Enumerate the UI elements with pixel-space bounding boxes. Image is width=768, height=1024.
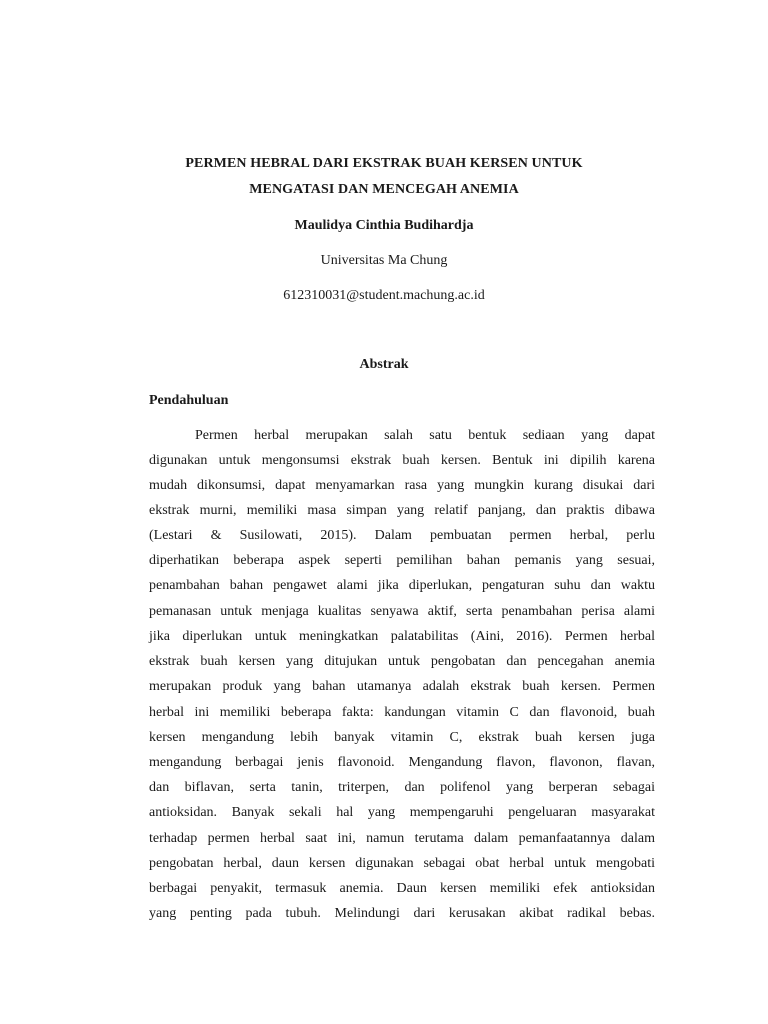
title-line-1: PERMEN HEBRAL DARI EKSTRAK BUAH KERSEN UNTUK (185, 156, 583, 171)
paragraph-line: kersen mengandung lebih banyak vitamin C, ekstrak buah kersen juga (149, 730, 655, 745)
email-address: 612310031@student.machung.ac.id (283, 288, 485, 303)
paragraph-line: berbagai penyakit, termasuk anemia. Daun kersen memiliki efek antioksidan (149, 881, 655, 896)
section-heading: Pendahuluan (149, 393, 229, 408)
paragraph-line: mudah dikonsumsi, dapat menyamarkan rasa yang mungkin kurang disukai dari (149, 478, 655, 493)
paragraph-line: pengobatan herbal, daun kersen digunakan sebagai obat herbal untuk mengobati (149, 856, 655, 871)
paragraph-line: merupakan produk yang bahan utamanya adalah ekstrak buah kersen. Permen (149, 679, 655, 694)
paragraph-line: herbal ini memiliki beberapa fakta: kandungan vitamin C dan flavonoid, buah (149, 705, 655, 720)
paragraph-line: penambahan bahan pengawet alami jika diperlukan, pengaturan suhu dan waktu (149, 578, 655, 593)
paragraph-line: antioksidan. Banyak sekali hal yang mempengaruhi pengeluaran masyarakat (149, 805, 655, 820)
paragraph-line: terhadap permen herbal saat ini, namun terutama dalam pemanfaatannya dalam (149, 831, 655, 846)
paragraph-line: (Lestari & Susilowati, 2015). Dalam pembuatan permen herbal, perlu (149, 528, 655, 543)
title-line-2: MENGATASI DAN MENCEGAH ANEMIA (249, 182, 519, 197)
paragraph-line: Permen herbal merupakan salah satu bentuk sediaan yang dapat (195, 428, 655, 443)
abstract-heading: Abstrak (359, 357, 409, 372)
paragraph-line: mengandung berbagai jenis flavonoid. Mengandung flavon, flavonon, flavan, (149, 755, 655, 770)
paragraph-line: ekstrak murni, memiliki masa simpan yang relatif panjang, dan praktis dibawa (149, 503, 655, 518)
paragraph-line: digunakan untuk mengonsumsi ekstrak buah kersen. Bentuk ini dipilih karena (149, 453, 655, 468)
paragraph-line: jika diperlukan untuk meningkatkan palatabilitas (Aini, 2016). Permen herbal (149, 629, 655, 644)
paragraph-line: pemanasan untuk menjaga kualitas senyawa aktif, serta penambahan perisa alami (149, 604, 655, 619)
paragraph-line: dan biflavan, serta tanin, triterpen, dan polifenol yang berperan sebagai (149, 780, 655, 795)
affiliation: Universitas Ma Chung (320, 253, 448, 268)
author-name: Maulidya Cinthia Budihardja (294, 218, 474, 233)
paragraph-line: ekstrak buah kersen yang ditujukan untuk pengobatan dan pencegahan anemia (149, 654, 655, 669)
paragraph-line: diperhatikan beberapa aspek seperti pemilihan bahan pemanis yang sesuai, (149, 553, 655, 568)
paragraph-line: yang penting pada tubuh. Melindungi dari kerusakan akibat radikal bebas. (149, 906, 655, 921)
